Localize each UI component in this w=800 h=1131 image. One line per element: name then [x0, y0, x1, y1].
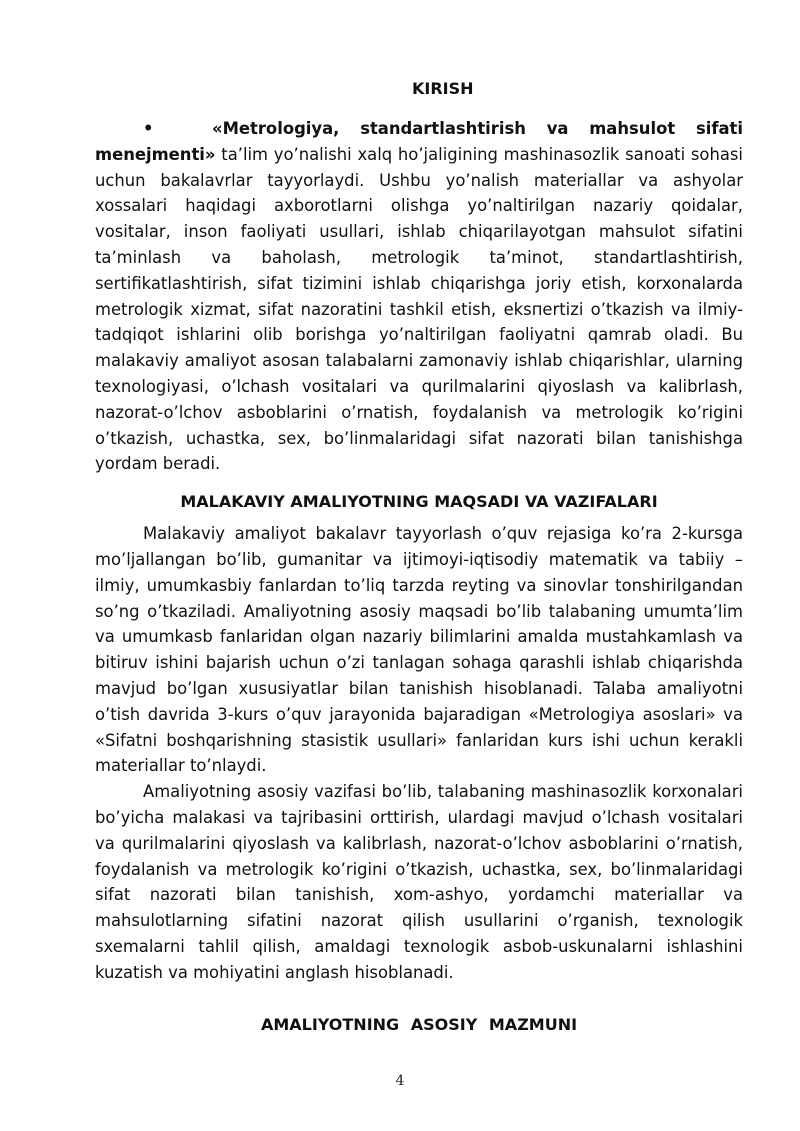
intro-text: ta’lim yo’nalishi xalq ho’jaligining mashinasozlik sanoati sohasi uchun bakalavrlar tayyorlaydi. Ushbu yo’nalish materiallar va ashyolar xossalari haqidagi axborotlarni olishga yo’naltirilgan nazariy qoidalar, vositalar, inson faoliyati usullari, ishlab chiqarilayotgan mahsulot sifatini ta’minlash va baholash, metrologik ta’minot, standartlashtirish, sertifikatlashtirish, sifat tizimini ishlab chiqarishga joriy etish, korxonalarda metrologik xizmat, sifat nazoratini tashkil etish, eksпertizi o’tkazish va ilmiy-tadqiqot ishlarini olib borishga yo’naltirilgan faoliyatni qamrab oladi. Bu malakaviy amaliyot asosan talabalarni zamonaviy ishlab chiqarishlar, ularning texnologiyasi, o’lchash vositalari va qurilmalarini qiyoslash va kalibrlash, nazorat-o’lchov asboblarini o’rnatish, foydalanish va metrologik ko’rigini o’tkazish, uchastka, sex, bo’linmalaridagi sifat nazorati bilan tanishishga yordam beradi. [95, 144, 743, 474]
intro-bold-title: «Metrologiya, standartlashtirish va mahsulot sifati [212, 119, 743, 138]
intro-bold-title-end: menejmenti» [95, 144, 216, 164]
document-page [95, 78, 743, 1036]
bullet-icon: • [143, 119, 154, 138]
heading-kirish: KIRISH [412, 79, 474, 98]
page-number: 4 [395, 1073, 405, 1089]
paragraph-maqsad: Malakaviy amaliyot bakalavr tayyorlash o’quv rejasiga ko’ra 2-kursga mo’ljallangan bo’lib, gumanitar va ijtimoyi-iqtisodiy matematik va tabiiy – ilmiy, umumkasbiy fanlardan to’liq tarzda reyting va sinovlar tonshirilgandan so’ng o’tkaziladi. Amaliyotning asosiy maqsadi bo’lib talabaning umumta’lim va umumkasb fanlaridan olgan nazariy bilimlarini amalda mustahkamlash va bitiruv ishini bajarish uchun o’zi tanlagan sohaga qarashli ishlab chiqarishda mavjud bo’lgan xususiyatlar bilan tanishish hisoblanadi. Talaba amaliyotni o’tish davrida 3-kurs o’quv jarayonida bajaradigan «Metrologiya asoslari» va «Sifatni boshqarishning stasistik usullari» fanlaridan kurs ishi uchun kerakli materiallar to’nlaydi. [95, 524, 743, 776]
heading-asosiy-text: AMALIYOTNING ASOSIY MAZMUNI [260, 1014, 578, 1034]
heading-maqsad-vazifalar: MALAKAVIY AMALIYOTNING MAQSADI VA VAZIFALARI [180, 492, 658, 512]
heading-asosiy-mazmuni [95, 1014, 743, 1036]
intro-paragraph [95, 142, 743, 477]
intro-bullet-line [95, 116, 743, 142]
paragraph-vazifa: Amaliyotning asosiy vazifasi bo’lib, talabaning mashinasozlik korxonalari bo’yicha malakasi va tajribasini orttirish, ulardagi mavjud o’lchash vositalari va qurilmalarini qiyoslash va kalibrlash, nazorat-o’lchov asboblarini o’rnatish, foydalanish va metrologik ko’rigini o’tkazish, uchastka, sex, bo’linmalaridagi sifat nazorati bilan tanishish, xom-ashyo, yordamchi materiallar va mahsulotlarning sifatini nazorat qilish usullarini o’rganish, texnologik sxemalarni tahlil qilish, amaldagi texnologik asbob-uskunalarni ishlashini kuzatish va mohiyatini anglash hisoblanadi. [95, 782, 743, 982]
